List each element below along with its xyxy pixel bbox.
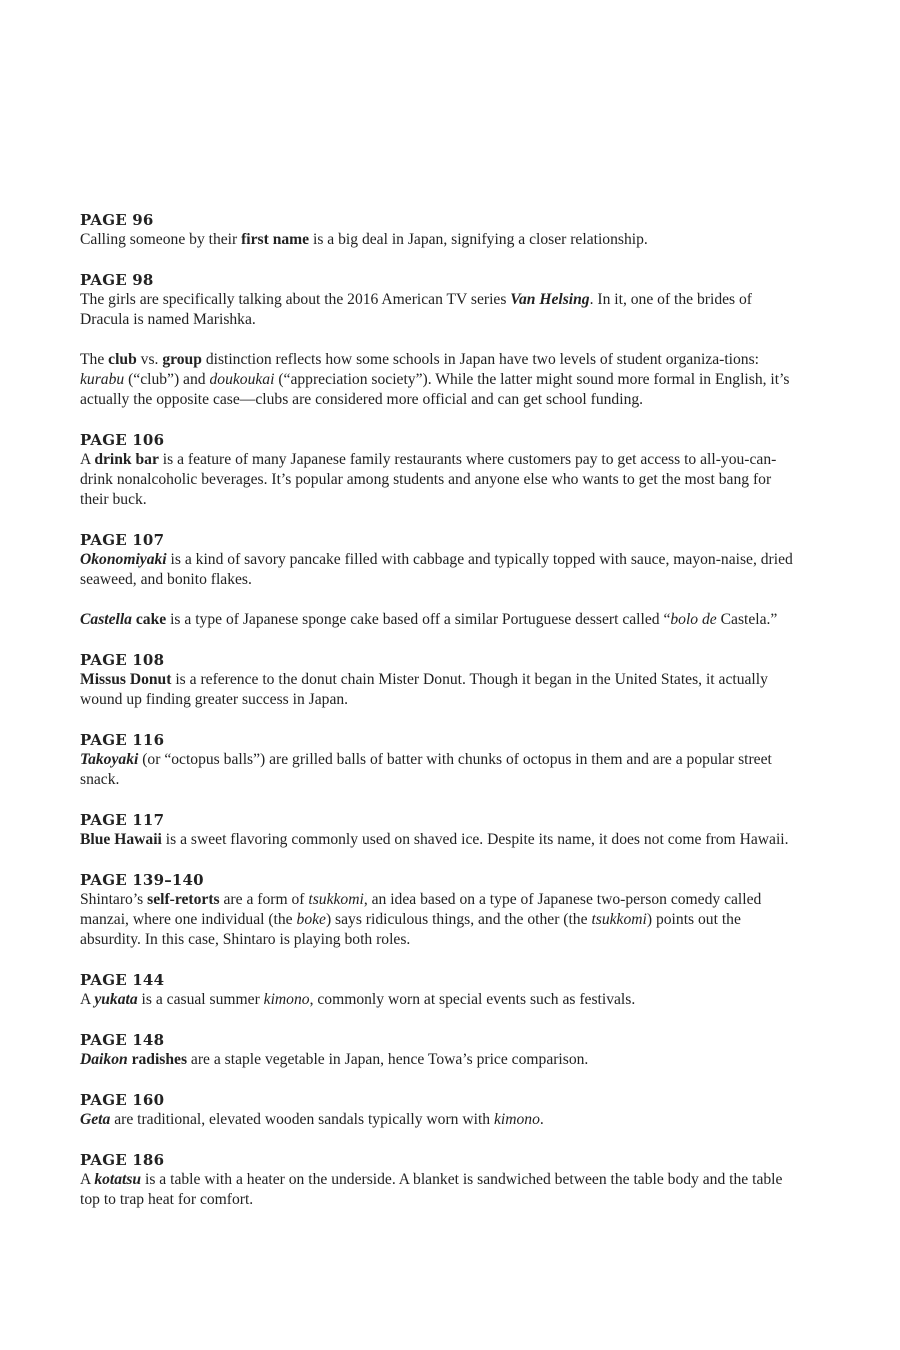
text-run: A bbox=[80, 1171, 95, 1188]
note-paragraph bbox=[80, 990, 800, 1010]
note-section bbox=[80, 810, 800, 850]
text-run: are traditional, elevated wooden sandals typically worn with bbox=[110, 1111, 494, 1128]
text-run: , commonly worn at special events such as festivals. bbox=[309, 991, 636, 1008]
note-page-heading: PAGE 108 bbox=[80, 651, 165, 669]
note-section bbox=[80, 870, 800, 950]
text-run: ) points out the absurdity. In this case, Shintaro is playing both roles. bbox=[80, 911, 741, 948]
note-paragraph bbox=[80, 290, 800, 330]
note-paragraph bbox=[80, 1170, 800, 1210]
translation-notes-list bbox=[80, 210, 800, 1230]
note-section bbox=[80, 1150, 800, 1210]
note-paragraph bbox=[80, 890, 800, 950]
term-italic: kurabu bbox=[80, 371, 125, 388]
term-italic: tsukkomi bbox=[308, 891, 364, 908]
note-paragraph bbox=[80, 750, 800, 790]
term-bold-italic: kotatsu bbox=[94, 1171, 142, 1188]
term-emphasis bbox=[94, 1171, 141, 1188]
note-paragraph bbox=[80, 830, 800, 850]
text-run: is a kind of savory pancake filled with cabbage and typically topped with sauce, mayon-naise, dried seaweed, and bonito flakes. bbox=[80, 551, 793, 588]
term-bold-italic: Daikon bbox=[80, 1051, 128, 1068]
note-paragraph bbox=[80, 1110, 800, 1130]
term-bold-italic: Castella bbox=[80, 611, 132, 628]
note-paragraph bbox=[80, 610, 800, 630]
term-bold: club bbox=[108, 351, 137, 368]
text-run: ) says ridiculous things, and the other (the bbox=[325, 911, 592, 928]
term-italic: bolo de bbox=[670, 611, 717, 628]
term-bold-italic: Takoyaki bbox=[80, 751, 139, 768]
note-page-heading: PAGE 144 bbox=[80, 971, 165, 989]
text-run: (“appreciation society”). While the latter might sound more formal in English, it’s actually the opposite case—clubs are considered more official and can get school funding. bbox=[80, 371, 790, 408]
term-bold: first name bbox=[241, 231, 310, 248]
note-section bbox=[80, 650, 800, 710]
note-section bbox=[80, 530, 800, 630]
text-run: Shintaro’s bbox=[80, 891, 148, 908]
term-emphasis bbox=[80, 1111, 110, 1128]
term-italic: doukoukai bbox=[209, 371, 275, 388]
text-run: . bbox=[539, 1111, 544, 1128]
text-run: , an idea based on a type of Japanese two-person comedy called manzai, where one individual (the bbox=[80, 891, 762, 928]
term-emphasis bbox=[94, 991, 137, 1008]
note-section bbox=[80, 210, 800, 250]
text-run: are a staple vegetable in Japan, hence Towa’s price comparison. bbox=[187, 1051, 589, 1068]
term-emphasis bbox=[80, 551, 167, 568]
term-bold: Missus Donut bbox=[80, 671, 172, 688]
text-run: vs. bbox=[136, 351, 163, 368]
note-page-heading: PAGE 117 bbox=[80, 811, 165, 829]
text-run: is a reference to the donut chain Mister Donut. Though it began in the United States, it actually wound up finding greater success in Japan. bbox=[80, 671, 768, 708]
term-bold: radishes bbox=[127, 1051, 188, 1068]
term-italic: kimono bbox=[263, 991, 310, 1008]
note-page-heading: PAGE 116 bbox=[80, 731, 165, 749]
note-paragraph bbox=[80, 670, 800, 710]
note-page-heading: PAGE 148 bbox=[80, 1031, 165, 1049]
term-bold: group bbox=[162, 351, 202, 368]
term-bold-italic: Van Helsing bbox=[510, 291, 590, 308]
term-bold: cake bbox=[131, 611, 167, 628]
term-bold-italic: Okonomiyaki bbox=[80, 551, 167, 568]
text-run: Calling someone by their bbox=[80, 231, 242, 248]
term-bold-italic: yukata bbox=[94, 991, 138, 1008]
text-run: distinction reflects how some schools in Japan have two levels of student organiza-tions: bbox=[201, 351, 759, 368]
note-section bbox=[80, 430, 800, 510]
note-paragraph bbox=[80, 350, 800, 410]
term-italic: kimono bbox=[493, 1111, 540, 1128]
note-section bbox=[80, 270, 800, 410]
text-run: is a big deal in Japan, signifying a closer relationship. bbox=[309, 231, 648, 248]
note-page-heading: PAGE 107 bbox=[80, 531, 165, 549]
text-run: A bbox=[80, 991, 95, 1008]
note-page-heading: PAGE 98 bbox=[80, 271, 154, 289]
note-page-heading: PAGE 139–140 bbox=[80, 871, 204, 889]
term-bold: Blue Hawaii bbox=[80, 831, 162, 848]
note-section bbox=[80, 730, 800, 790]
term-bold: self-retorts bbox=[147, 891, 220, 908]
text-run: is a table with a heater on the underside. A blanket is sandwiched between the table body and the table top to trap heat for comfort. bbox=[80, 1171, 783, 1208]
text-run: are a form of bbox=[219, 891, 309, 908]
note-page-heading: PAGE 96 bbox=[80, 211, 154, 229]
term-italic: tsukkomi bbox=[591, 911, 647, 928]
note-paragraph bbox=[80, 1050, 800, 1070]
text-run: A bbox=[80, 451, 95, 468]
text-run: is a feature of many Japanese family restaurants where customers pay to get access to all-you-can-drink nonalcoholic beverages. It’s popular among students and anyone else who wants to get the most bang for their buck. bbox=[80, 451, 777, 508]
text-run: Castela.” bbox=[716, 611, 778, 628]
note-section bbox=[80, 1030, 800, 1070]
text-run: . In it, one of the brides of Dracula is named Marishka. bbox=[80, 291, 752, 328]
text-run: is a casual summer bbox=[137, 991, 264, 1008]
note-paragraph bbox=[80, 230, 800, 250]
note-page-heading: PAGE 186 bbox=[80, 1151, 165, 1169]
note-section bbox=[80, 1090, 800, 1130]
text-run: The girls are specifically talking about the 2016 American TV series bbox=[80, 291, 511, 308]
term-emphasis bbox=[80, 1051, 128, 1068]
term-bold: drink bar bbox=[94, 451, 159, 468]
text-run: The bbox=[80, 351, 109, 368]
note-paragraph bbox=[80, 450, 800, 510]
note-section bbox=[80, 970, 800, 1010]
note-page-heading: PAGE 106 bbox=[80, 431, 165, 449]
text-run: (or “octopus balls”) are grilled balls of batter with chunks of octopus in them and are a popular street snack. bbox=[80, 751, 772, 788]
note-page-heading: PAGE 160 bbox=[80, 1091, 165, 1109]
term-bold-italic: Geta bbox=[80, 1111, 111, 1128]
text-run: is a sweet flavoring commonly used on shaved ice. Despite its name, it does not come from Hawaii. bbox=[161, 831, 789, 848]
term-emphasis bbox=[80, 751, 138, 768]
term-emphasis bbox=[80, 611, 132, 628]
term-emphasis bbox=[510, 291, 589, 308]
text-run: is a type of Japanese sponge cake based off a similar Portuguese dessert called “ bbox=[166, 611, 671, 628]
note-paragraph bbox=[80, 550, 800, 590]
text-run: (“club”) and bbox=[124, 371, 210, 388]
term-italic: boke bbox=[296, 911, 326, 928]
